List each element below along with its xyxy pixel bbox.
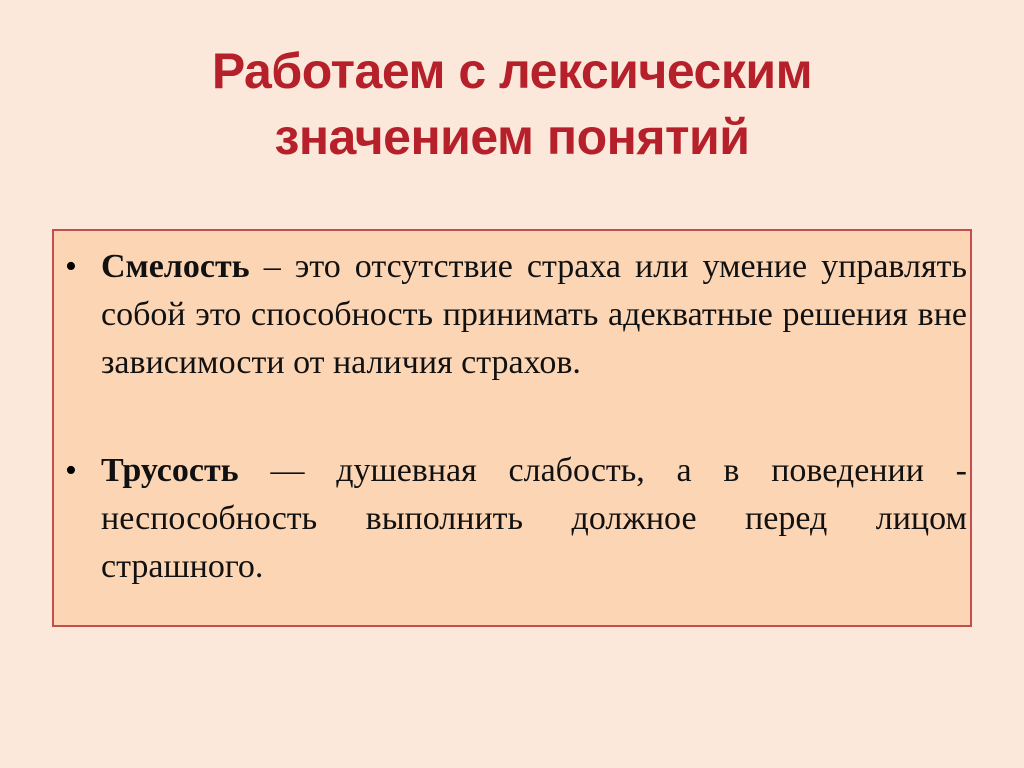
definitions-box [52, 229, 972, 627]
term-cowardice: Трусость [101, 452, 239, 489]
definition-courage: – это отсутствие страха или умение управлять собой это способность принимать адекватные решения вне зависимости от наличия страхов. [101, 248, 967, 381]
term-courage: Смелость [101, 248, 250, 285]
definition-text-cowardice [101, 447, 967, 591]
bullet-icon: • [65, 452, 77, 489]
definition-cowardice: — душевная слабость, а в поведении - неспособность выполнить должное перед лицом страшного. [101, 452, 967, 585]
slide-title-line-2: значением понятий [274, 109, 750, 165]
slide-title-line-1: Работаем с лексическим [211, 43, 813, 99]
bullet-icon: • [65, 248, 77, 285]
slide-title [0, 38, 1024, 170]
definition-text-courage [101, 243, 967, 387]
